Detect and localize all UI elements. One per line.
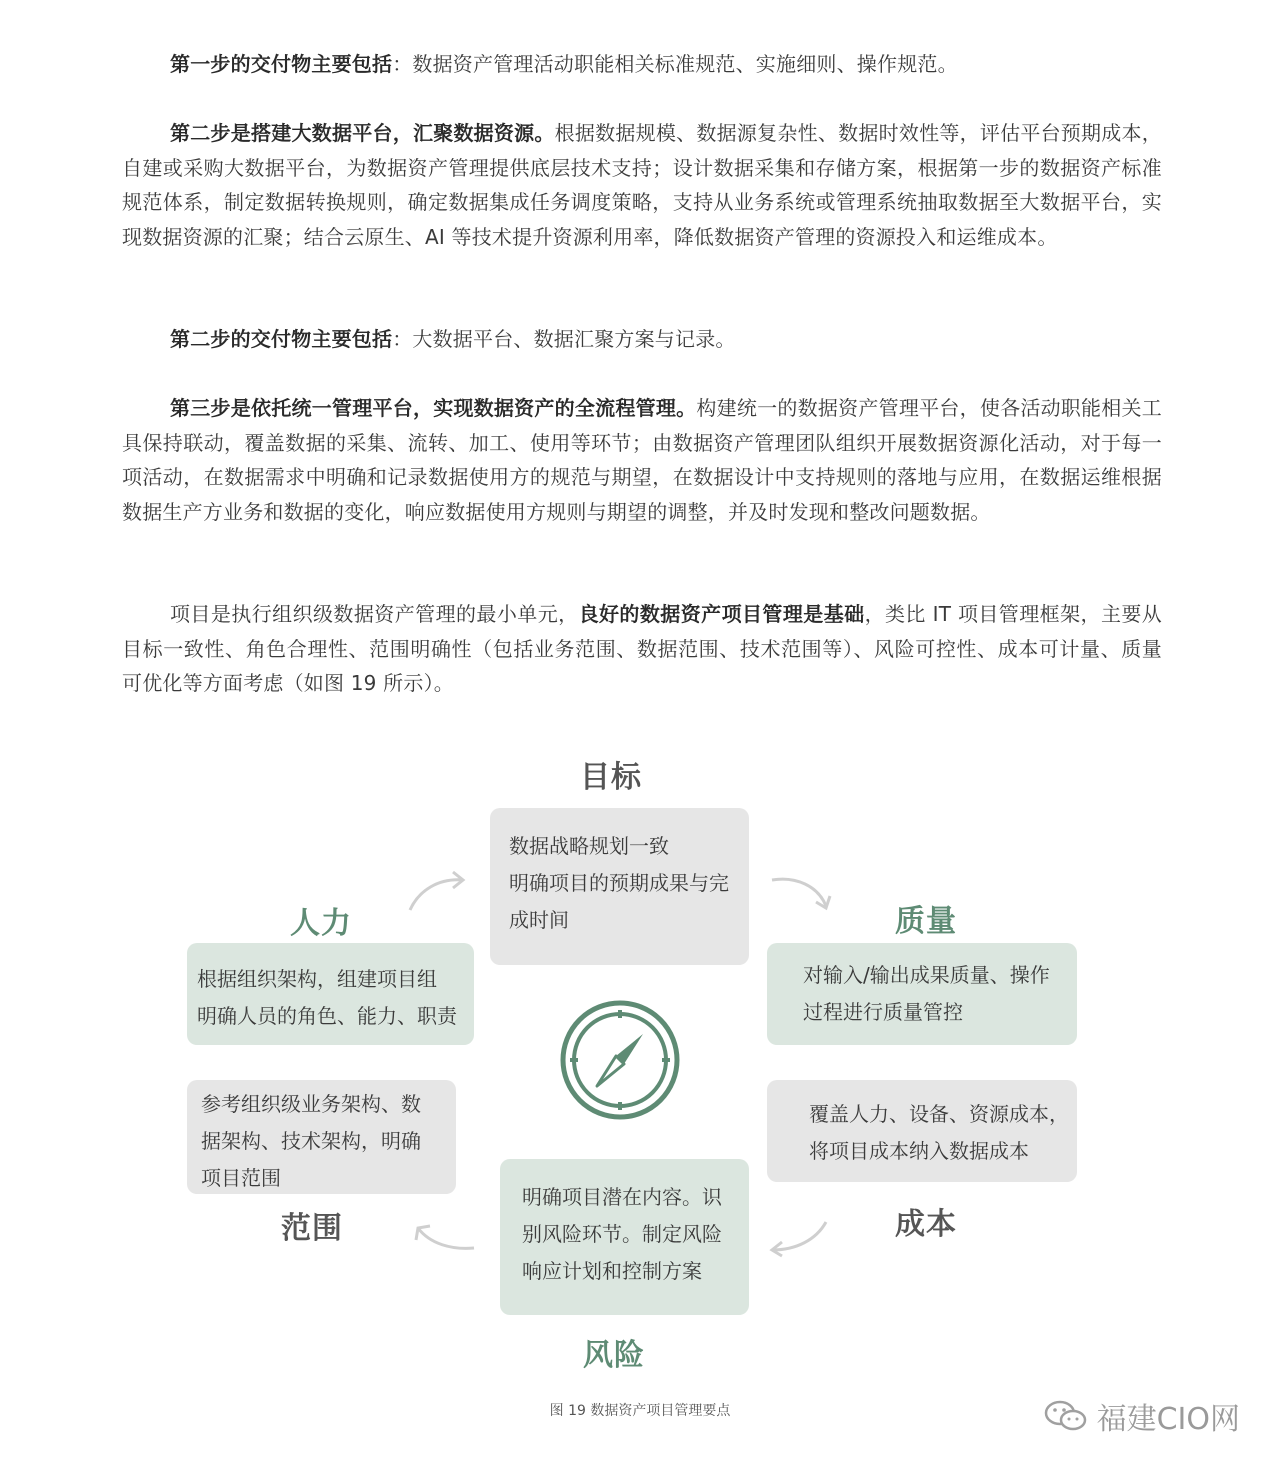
wechat-icon <box>1043 1398 1089 1434</box>
paragraph-4 <box>122 391 1162 529</box>
arrow-people-to-goal <box>405 868 469 914</box>
scope-line-2: 据架构、技术架构，明确 <box>201 1129 421 1153</box>
goal-title: 目标 <box>580 760 642 795</box>
p1-bold: 第一步的交付物主要包括 <box>170 52 393 76</box>
p3-bold: 第二步的交付物主要包括 <box>170 327 393 351</box>
figure-caption: 图 19 数据资产项目管理要点 <box>549 1403 731 1419</box>
arrow-goal-to-quality <box>768 872 834 914</box>
cost-line-1: 覆盖人力、设备、资源成本， <box>809 1102 1069 1126</box>
watermark-text: 福建CIO网 <box>1096 1402 1240 1437</box>
p4-text: 构建统一的数据资产管理平台，使各活动职能相关工具保持联动，覆盖数据的采集、流转、加工、使用等环节；由数据资产管理团队组织开展数据资源化活动，对于每一项活动，在数据需求中明确和记录数据使用方的规范与期望，在数据设计中支持规则的落地与应用，在数据运维根据数据生产方业务和数据的变化，响应数据使用方规则与期望的调整，并及时发现和整改问题数据。 <box>122 396 1162 524</box>
people-line-2: 明确人员的角色、能力、职责 <box>197 1004 457 1028</box>
quality-title: 质量 <box>895 904 957 939</box>
watermark <box>1043 1394 1240 1438</box>
paragraph-2 <box>122 116 1162 254</box>
people-box <box>187 943 474 1045</box>
quality-line-1: 对输入/输出成果质量、操作 <box>803 963 1050 987</box>
people-title: 人力 <box>290 906 352 941</box>
cost-box <box>767 1080 1077 1182</box>
p4-bold: 第三步是依托统一管理平台，实现数据资产的全流程管理。 <box>170 396 697 420</box>
p1-text: ：数据资产管理活动职能相关标准规范、实施细则、操作规范。 <box>392 52 958 76</box>
arrow-risk-to-scope <box>410 1218 478 1254</box>
risk-line-3: 响应计划和控制方案 <box>522 1259 702 1283</box>
risk-box <box>500 1159 749 1315</box>
scope-box <box>187 1080 456 1194</box>
cost-title: 成本 <box>895 1207 957 1242</box>
paragraph-3 <box>122 322 1162 357</box>
p5-text-b: ，类比 IT 项目管理框架，主要从目标一致性、角色合理性、范围明确性（包括业务范围、数据范围、技术范围等）、风险可控性、成本可计量、质量可优化等方面考虑（如图 19 所示）。 <box>122 602 1163 695</box>
goal-box <box>490 808 749 965</box>
p5-text-a: 项目是执行组织级数据资产管理的最小单元， <box>170 602 579 626</box>
compass-icon <box>558 998 682 1122</box>
people-line-1: 根据组织架构，组建项目组 <box>197 967 437 991</box>
paragraph-5 <box>122 597 1162 701</box>
p5-bold: 良好的数据资产项目管理是基础 <box>578 602 865 626</box>
p3-text: ：大数据平台、数据汇聚方案与记录。 <box>392 327 736 351</box>
p2-text: 根据数据规模、数据源复杂性、数据时效性等，评估平台预期成本，自建或采购大数据平台，为数据资产管理提供底层技术支持；设计数据采集和存储方案，根据第一步的数据资产标准规范体系，制定数据转换规则，确定数据集成任务调度策略，支持从业务系统或管理系统抽取数据至大数据平台，实现数据资源的汇聚；结合云原生、AI 等技术提升资源利用率，降低数据资产管理的资源投入和运维成本。 <box>122 121 1162 249</box>
cost-line-2: 将项目成本纳入数据成本 <box>809 1139 1029 1163</box>
arrow-cost-to-risk <box>764 1218 830 1258</box>
goal-line-3: 成时间 <box>509 908 569 932</box>
risk-title: 风险 <box>583 1338 645 1373</box>
goal-line-2: 明确项目的预期成果与完 <box>509 871 729 895</box>
scope-line-1: 参考组织级业务架构、数 <box>201 1092 421 1116</box>
paragraph-1 <box>122 47 1162 82</box>
risk-line-1: 明确项目潜在内容。识 <box>522 1185 722 1209</box>
scope-line-3: 项目范围 <box>201 1166 281 1190</box>
scope-title: 范围 <box>281 1211 343 1246</box>
risk-line-2: 别风险环节。制定风险 <box>522 1222 722 1246</box>
p2-bold: 第二步是搭建大数据平台，汇聚数据资源。 <box>170 121 555 145</box>
goal-line-1: 数据战略规划一致 <box>509 834 669 858</box>
quality-box <box>767 943 1077 1045</box>
quality-line-2: 过程进行质量管控 <box>803 1000 963 1024</box>
